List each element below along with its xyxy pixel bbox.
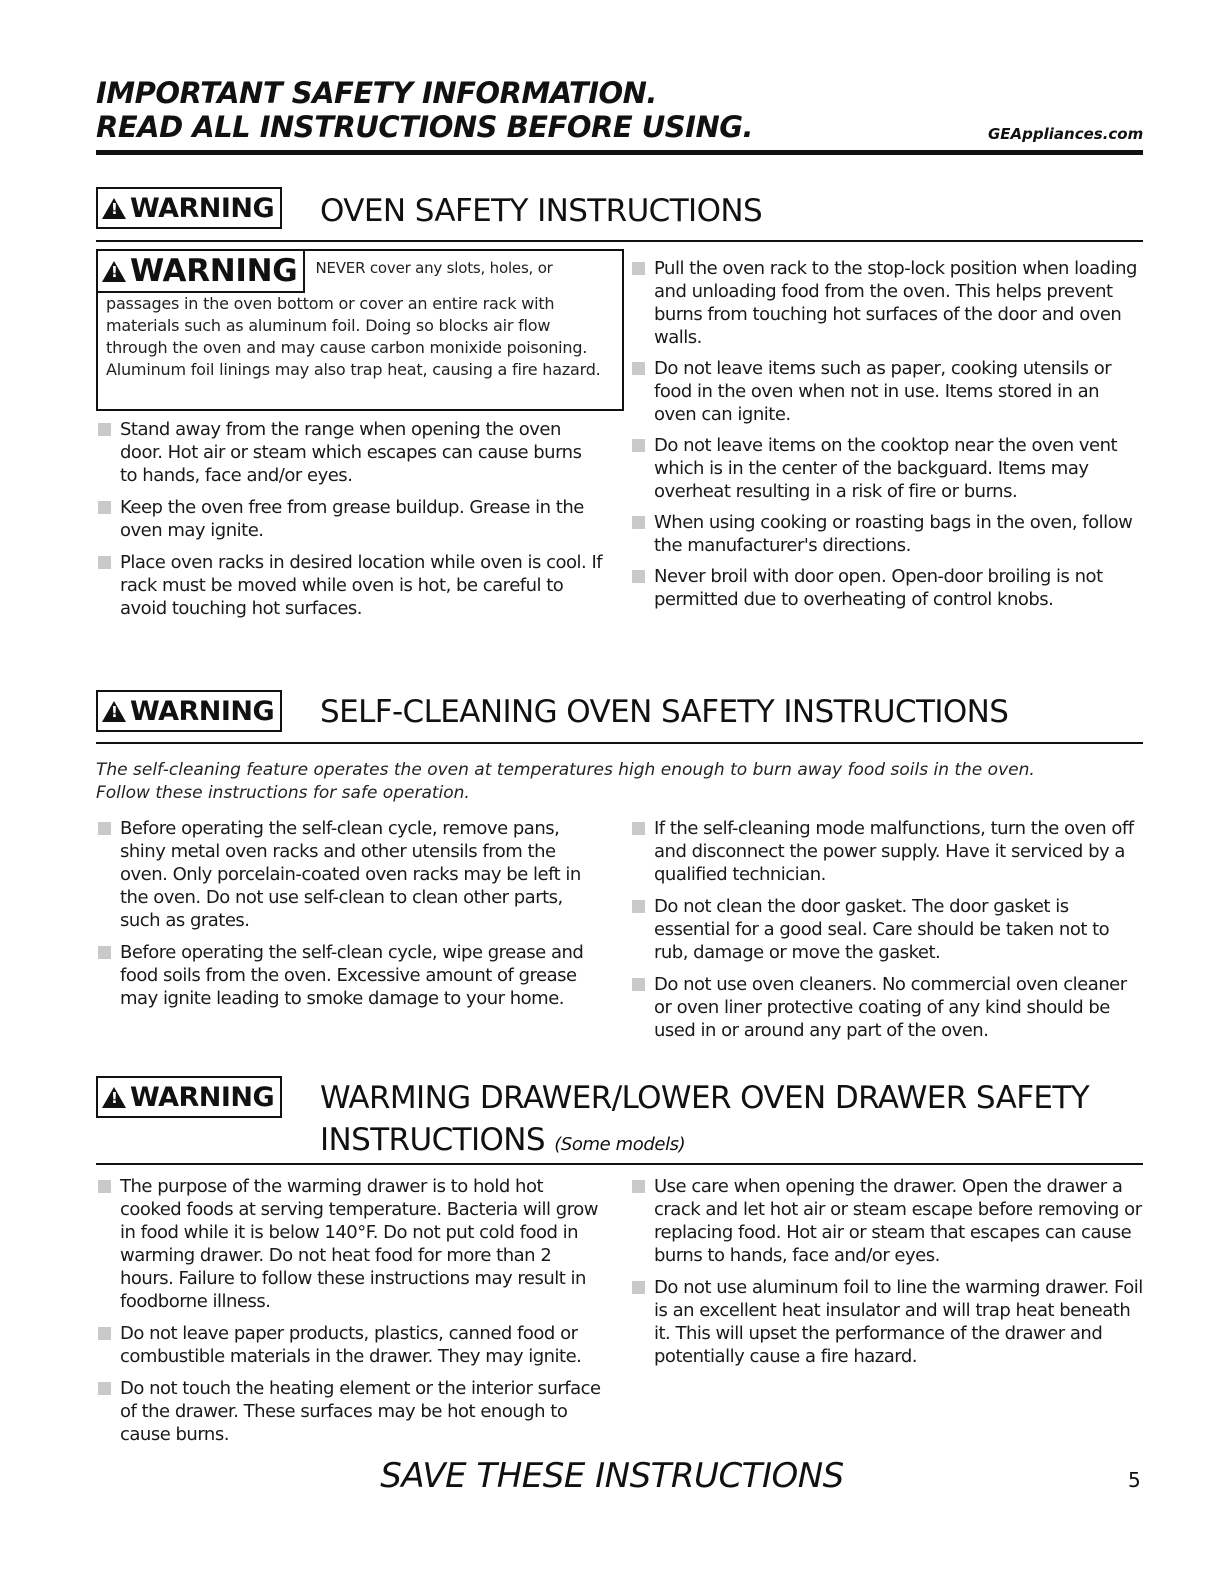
bullet-square-icon (632, 262, 645, 275)
oven-safety-right-list (632, 257, 1144, 611)
callout-warning-label: WARNING (130, 253, 298, 289)
bullet-square-icon (98, 822, 111, 835)
list-item: Use care when opening the drawer. Open the drawer a crack and let hot air or steam escape before removing or replacing food. Hot air or steam that escapes can cause burns to hands, face and/or eyes. (632, 1175, 1144, 1267)
warming-drawer-right-list (632, 1175, 1144, 1368)
bullet-square-icon (632, 362, 645, 375)
list-item: Do not leave items such as paper, cooking utensils or food in the oven when not in use. Items stored in an oven can ignite. (632, 357, 1144, 426)
self-clean-title: SELF-CLEANING OVEN SAFETY INSTRUCTIONS (320, 694, 1009, 730)
bullet-square-icon (632, 516, 645, 529)
self-clean-intro-line1: The self-cleaning feature operates the oven at temperatures high enough to burn away food soils in the oven. (96, 760, 1035, 780)
warming-drawer-left-list (98, 1175, 608, 1446)
warming-drawer-title-line1: WARMING DRAWER/LOWER OVEN DRAWER SAFETY (320, 1080, 1090, 1116)
header-rule (96, 150, 1143, 155)
list-item: Do not touch the heating element or the interior surface of the drawer. These surfaces may be hot enough to cause burns. (98, 1377, 608, 1446)
warning-triangle-icon (102, 1087, 126, 1108)
list-item: The purpose of the warming drawer is to hold hot cooked foods at serving temperature. Bacteria will grow in food while it is below 140°F. Do not put cold food in warming drawer. Do not heat food for more than 2 hours. Failure to follow these instructions may result in foodborne illness. (98, 1175, 608, 1313)
list-item: Pull the oven rack to the stop-lock position when loading and unloading food from the oven. This helps prevent burns from touching hot surfaces of the door and oven walls. (632, 257, 1144, 349)
callout-warning-box (96, 249, 305, 293)
warning-triangle-icon (102, 701, 126, 722)
list-item: Do not leave paper products, plastics, canned food or combustible materials in the drawer. They may ignite. (98, 1322, 608, 1368)
bullet-square-icon (98, 1382, 111, 1395)
warming-drawer-title-line2: INSTRUCTIONS (Some models) (320, 1122, 686, 1158)
warming-drawer-warning-box (96, 1076, 282, 1118)
list-item: If the self-cleaning mode malfunctions, turn the oven off and disconnect the power supply. Have it serviced by a qualified technician. (632, 817, 1144, 886)
warning-triangle-icon (102, 198, 126, 219)
bullet-square-icon (98, 946, 111, 959)
bullet-square-icon (632, 1180, 645, 1193)
self-clean-right-list (632, 817, 1144, 1042)
warning-label: WARNING (130, 1081, 275, 1113)
bullet-square-icon (98, 1327, 111, 1340)
bullet-square-icon (98, 423, 111, 436)
bullet-square-icon (98, 501, 111, 514)
header-title-line1: IMPORTANT SAFETY INFORMATION. (96, 76, 657, 110)
oven-safety-title: OVEN SAFETY INSTRUCTIONS (320, 193, 763, 229)
self-clean-left-list (98, 817, 598, 1010)
bullet-square-icon (632, 1281, 645, 1294)
list-item: Never broil with door open. Open-door broiling is not permitted due to overheating of control knobs. (632, 565, 1144, 611)
list-item: Do not leave items on the cooktop near the oven vent which is in the center of the backguard. Items may overheat resulting in a risk of fire or burns. (632, 434, 1144, 503)
callout-never-text: NEVER cover any slots, holes, or (315, 259, 553, 277)
bullet-square-icon (632, 978, 645, 991)
list-item: Stand away from the range when opening the oven door. Hot air or steam which escapes can cause burns to hands, face and/or eyes. (98, 418, 603, 487)
list-item: Before operating the self-clean cycle, wipe grease and food soils from the oven. Excessive amount of grease may ignite leading to smoke damage to your home. (98, 941, 598, 1010)
website-link[interactable]: GEAppliances.com (988, 125, 1144, 143)
self-clean-rule (96, 742, 1143, 744)
callout-body-text: passages in the oven bottom or cover an entire rack with materials such as aluminum foil. Doing so blocks air flow through the oven and may cause carbon monixide poisoning. Aluminum foil linings may also trap heat, causing a fire hazard. (106, 294, 601, 379)
list-item: Place oven racks in desired location while oven is cool. If rack must be moved while oven is hot, be careful to avoid touching hot surfaces. (98, 551, 603, 620)
save-instructions-footer: SAVE THESE INSTRUCTIONS (380, 1456, 844, 1496)
list-item: Do not clean the door gasket. The door gasket is essential for a good seal. Care should be taken not to rub, damage or move the gasket. (632, 895, 1144, 964)
bullet-square-icon (632, 822, 645, 835)
bullet-square-icon (632, 439, 645, 452)
page-number: 5 (1128, 1468, 1141, 1492)
header-title-line2: READ ALL INSTRUCTIONS BEFORE USING. (96, 110, 754, 144)
oven-safety-left-list (98, 418, 603, 620)
warning-label: WARNING (130, 192, 275, 224)
bullet-square-icon (98, 556, 111, 569)
list-item: Do not use oven cleaners. No commercial oven cleaner or oven liner protective coating of any kind should be used in or around any part of the oven. (632, 973, 1144, 1042)
bullet-square-icon (632, 570, 645, 583)
warning-triangle-icon (102, 261, 126, 282)
list-item: When using cooking or roasting bags in the oven, follow the manufacturer's directions. (632, 511, 1144, 557)
list-item: Before operating the self-clean cycle, remove pans, shiny metal oven racks and other utensils from the oven. Only porcelain-coated oven racks may be left in the oven. Do not use self-clean to clean other parts, such as grates. (98, 817, 598, 932)
warming-drawer-rule (96, 1163, 1143, 1165)
self-clean-intro-line2: Follow these instructions for safe operation. (96, 783, 470, 803)
list-item: Keep the oven free from grease buildup. Grease in the oven may ignite. (98, 496, 603, 542)
warning-label: WARNING (130, 695, 275, 727)
oven-warning-callout (96, 249, 624, 411)
list-item: Do not use aluminum foil to line the warming drawer. Foil is an excellent heat insulator and will trap heat beneath it. This will upset the performance of the drawer and potentially cause a fire hazard. (632, 1276, 1144, 1368)
bullet-square-icon (632, 900, 645, 913)
oven-safety-rule (96, 240, 1143, 242)
oven-safety-warning-box (96, 187, 282, 229)
self-clean-warning-box (96, 690, 282, 732)
bullet-square-icon (98, 1180, 111, 1193)
some-models-note: (Some models) (554, 1134, 686, 1155)
